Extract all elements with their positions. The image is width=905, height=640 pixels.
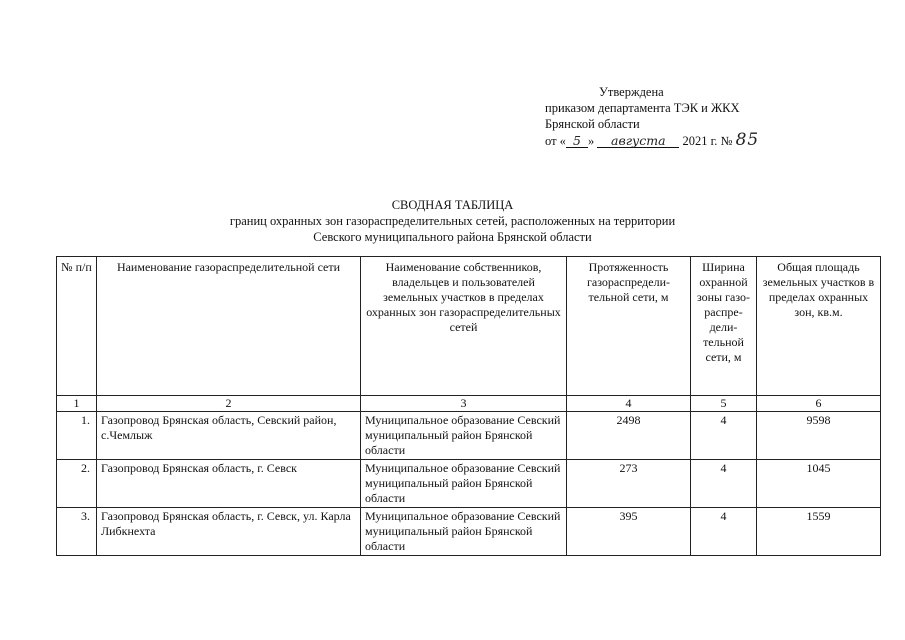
header-index: № п/п bbox=[57, 257, 97, 396]
column-number: 3 bbox=[361, 396, 567, 412]
row-zone-width: 4 bbox=[691, 508, 757, 556]
date-day-close: » bbox=[587, 134, 595, 148]
date-day: 5 bbox=[566, 135, 588, 148]
approval-heading: Утверждена bbox=[599, 85, 664, 99]
header-area: Общая площадь земельных участков в пределах охранных зон, кв.м. bbox=[757, 257, 881, 396]
row-length: 273 bbox=[567, 460, 691, 508]
header-length: Протяженность газораспредели-тельной сети, м bbox=[567, 257, 691, 396]
column-number: 2 bbox=[97, 396, 361, 412]
date-prefix: от « bbox=[545, 134, 566, 148]
date-year: 2021 г. № bbox=[682, 134, 733, 148]
header-owner: Наименование собственников, владельцев и пользователей земельных участков в пределах охранных зон газораспределительных сетей bbox=[361, 257, 567, 396]
row-index: 3. bbox=[57, 508, 97, 556]
header-network: Наименование газораспределительной сети bbox=[97, 257, 361, 396]
row-area: 1559 bbox=[757, 508, 881, 556]
table-row bbox=[57, 412, 881, 460]
row-network: Газопровод Брянская область, Севский район, с.Чемлыж bbox=[97, 412, 361, 460]
table-row bbox=[57, 460, 881, 508]
approval-block bbox=[545, 84, 759, 148]
row-length: 2498 bbox=[567, 412, 691, 460]
document-subtitle-line1: границ охранных зон газораспределительных сетей, расположенных на территории bbox=[229, 214, 676, 228]
row-owner: Муниципальное образование Севский муниципальный район Брянской области bbox=[361, 508, 567, 556]
row-area: 9598 bbox=[757, 412, 881, 460]
column-number-row bbox=[57, 396, 881, 412]
approval-region-line: Брянской области bbox=[545, 117, 640, 131]
approval-date-line bbox=[545, 132, 759, 148]
header-zone-width: Ширина охранной зоны газо-распре-дели-тельной сети, м bbox=[691, 257, 757, 396]
row-length: 395 bbox=[567, 508, 691, 556]
column-number: 6 bbox=[757, 396, 881, 412]
table-row bbox=[57, 508, 881, 556]
document-subtitle-line2: Севского муниципального района Брянской области bbox=[313, 230, 592, 244]
column-number: 5 bbox=[691, 396, 757, 412]
row-index: 2. bbox=[57, 460, 97, 508]
column-number: 4 bbox=[567, 396, 691, 412]
order-number: 85 bbox=[735, 130, 760, 150]
summary-table bbox=[56, 256, 881, 556]
document-title: СВОДНАЯ ТАБЛИЦА bbox=[391, 198, 514, 212]
row-zone-width: 4 bbox=[691, 412, 757, 460]
date-month: августа bbox=[597, 135, 679, 148]
row-network: Газопровод Брянская область, г. Севск, ул. Карла Либкнехта bbox=[97, 508, 361, 556]
table-header-row bbox=[57, 257, 881, 396]
row-index: 1. bbox=[57, 412, 97, 460]
column-number: 1 bbox=[57, 396, 97, 412]
row-network: Газопровод Брянская область, г. Севск bbox=[97, 460, 361, 508]
row-zone-width: 4 bbox=[691, 460, 757, 508]
row-owner: Муниципальное образование Севский муниципальный район Брянской области bbox=[361, 460, 567, 508]
approval-order-line: приказом департамента ТЭК и ЖКХ bbox=[545, 101, 740, 115]
row-area: 1045 bbox=[757, 460, 881, 508]
row-owner: Муниципальное образование Севский муниципальный район Брянской области bbox=[361, 412, 567, 460]
